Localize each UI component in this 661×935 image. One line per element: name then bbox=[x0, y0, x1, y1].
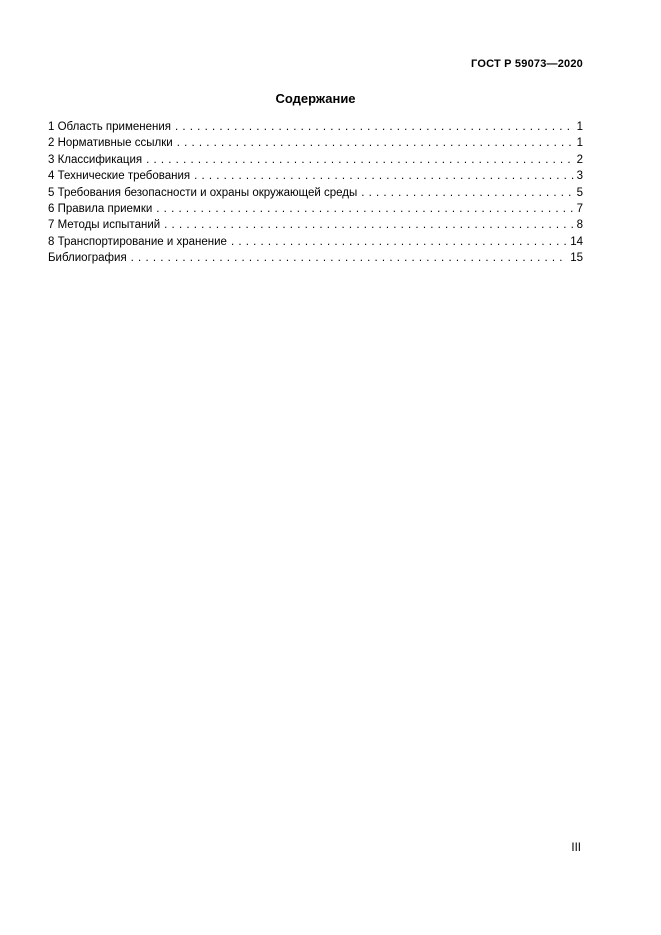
toc-entry-title: Библиография bbox=[48, 252, 127, 265]
dot-leader bbox=[156, 201, 573, 217]
page-number: III bbox=[571, 842, 581, 854]
toc-entry-page: 8 bbox=[576, 219, 583, 232]
toc-entry-title: 4 Технические требования bbox=[48, 170, 191, 183]
dot-leader bbox=[361, 185, 573, 201]
toc-entry bbox=[48, 168, 583, 184]
dot-leader bbox=[164, 217, 573, 233]
toc-entry-page: 2 bbox=[576, 153, 583, 166]
toc-entry-title: 7 Методы испытаний bbox=[48, 219, 161, 232]
toc-entry-page: 3 bbox=[576, 170, 583, 183]
toc-entry bbox=[48, 119, 583, 135]
toc-entry bbox=[48, 250, 583, 266]
toc-entry bbox=[48, 135, 583, 151]
toc-entry bbox=[48, 234, 583, 250]
page-title: Содержание bbox=[275, 91, 356, 106]
toc-entry-page: 1 bbox=[576, 137, 583, 150]
doc-number: ГОСТ Р 59073—2020 bbox=[471, 58, 583, 70]
toc-entry-title: 8 Транспортирование и хранение bbox=[48, 235, 227, 248]
toc-entry bbox=[48, 217, 583, 233]
toc-entry-title: 6 Правила приемки bbox=[48, 203, 153, 216]
toc-entry-page: 14 bbox=[570, 235, 583, 248]
toc-entry-page: 5 bbox=[576, 186, 583, 199]
toc-entry-title: 2 Нормативные ссылки bbox=[48, 137, 173, 150]
dot-leader bbox=[175, 119, 574, 135]
toc-entry-page: 15 bbox=[570, 252, 583, 265]
toc-entry-page: 1 bbox=[576, 121, 583, 133]
content-area bbox=[0, 0, 661, 267]
toc-entry bbox=[48, 185, 583, 201]
toc-entry-title: 1 Область применения bbox=[48, 121, 172, 133]
dot-leader bbox=[194, 168, 573, 184]
dot-leader bbox=[131, 250, 568, 266]
dot-leader bbox=[177, 135, 574, 151]
toc-entry-page: 7 bbox=[576, 203, 583, 216]
dot-leader bbox=[231, 234, 567, 250]
toc-entry bbox=[48, 152, 583, 168]
toc-entry-title: 5 Требования безопасности и охраны окружающей среды bbox=[48, 186, 358, 199]
dot-leader bbox=[146, 152, 573, 168]
toc-entry bbox=[48, 201, 583, 217]
toc-entry-title: 3 Классификация bbox=[48, 153, 143, 166]
table-of-contents bbox=[48, 119, 583, 267]
